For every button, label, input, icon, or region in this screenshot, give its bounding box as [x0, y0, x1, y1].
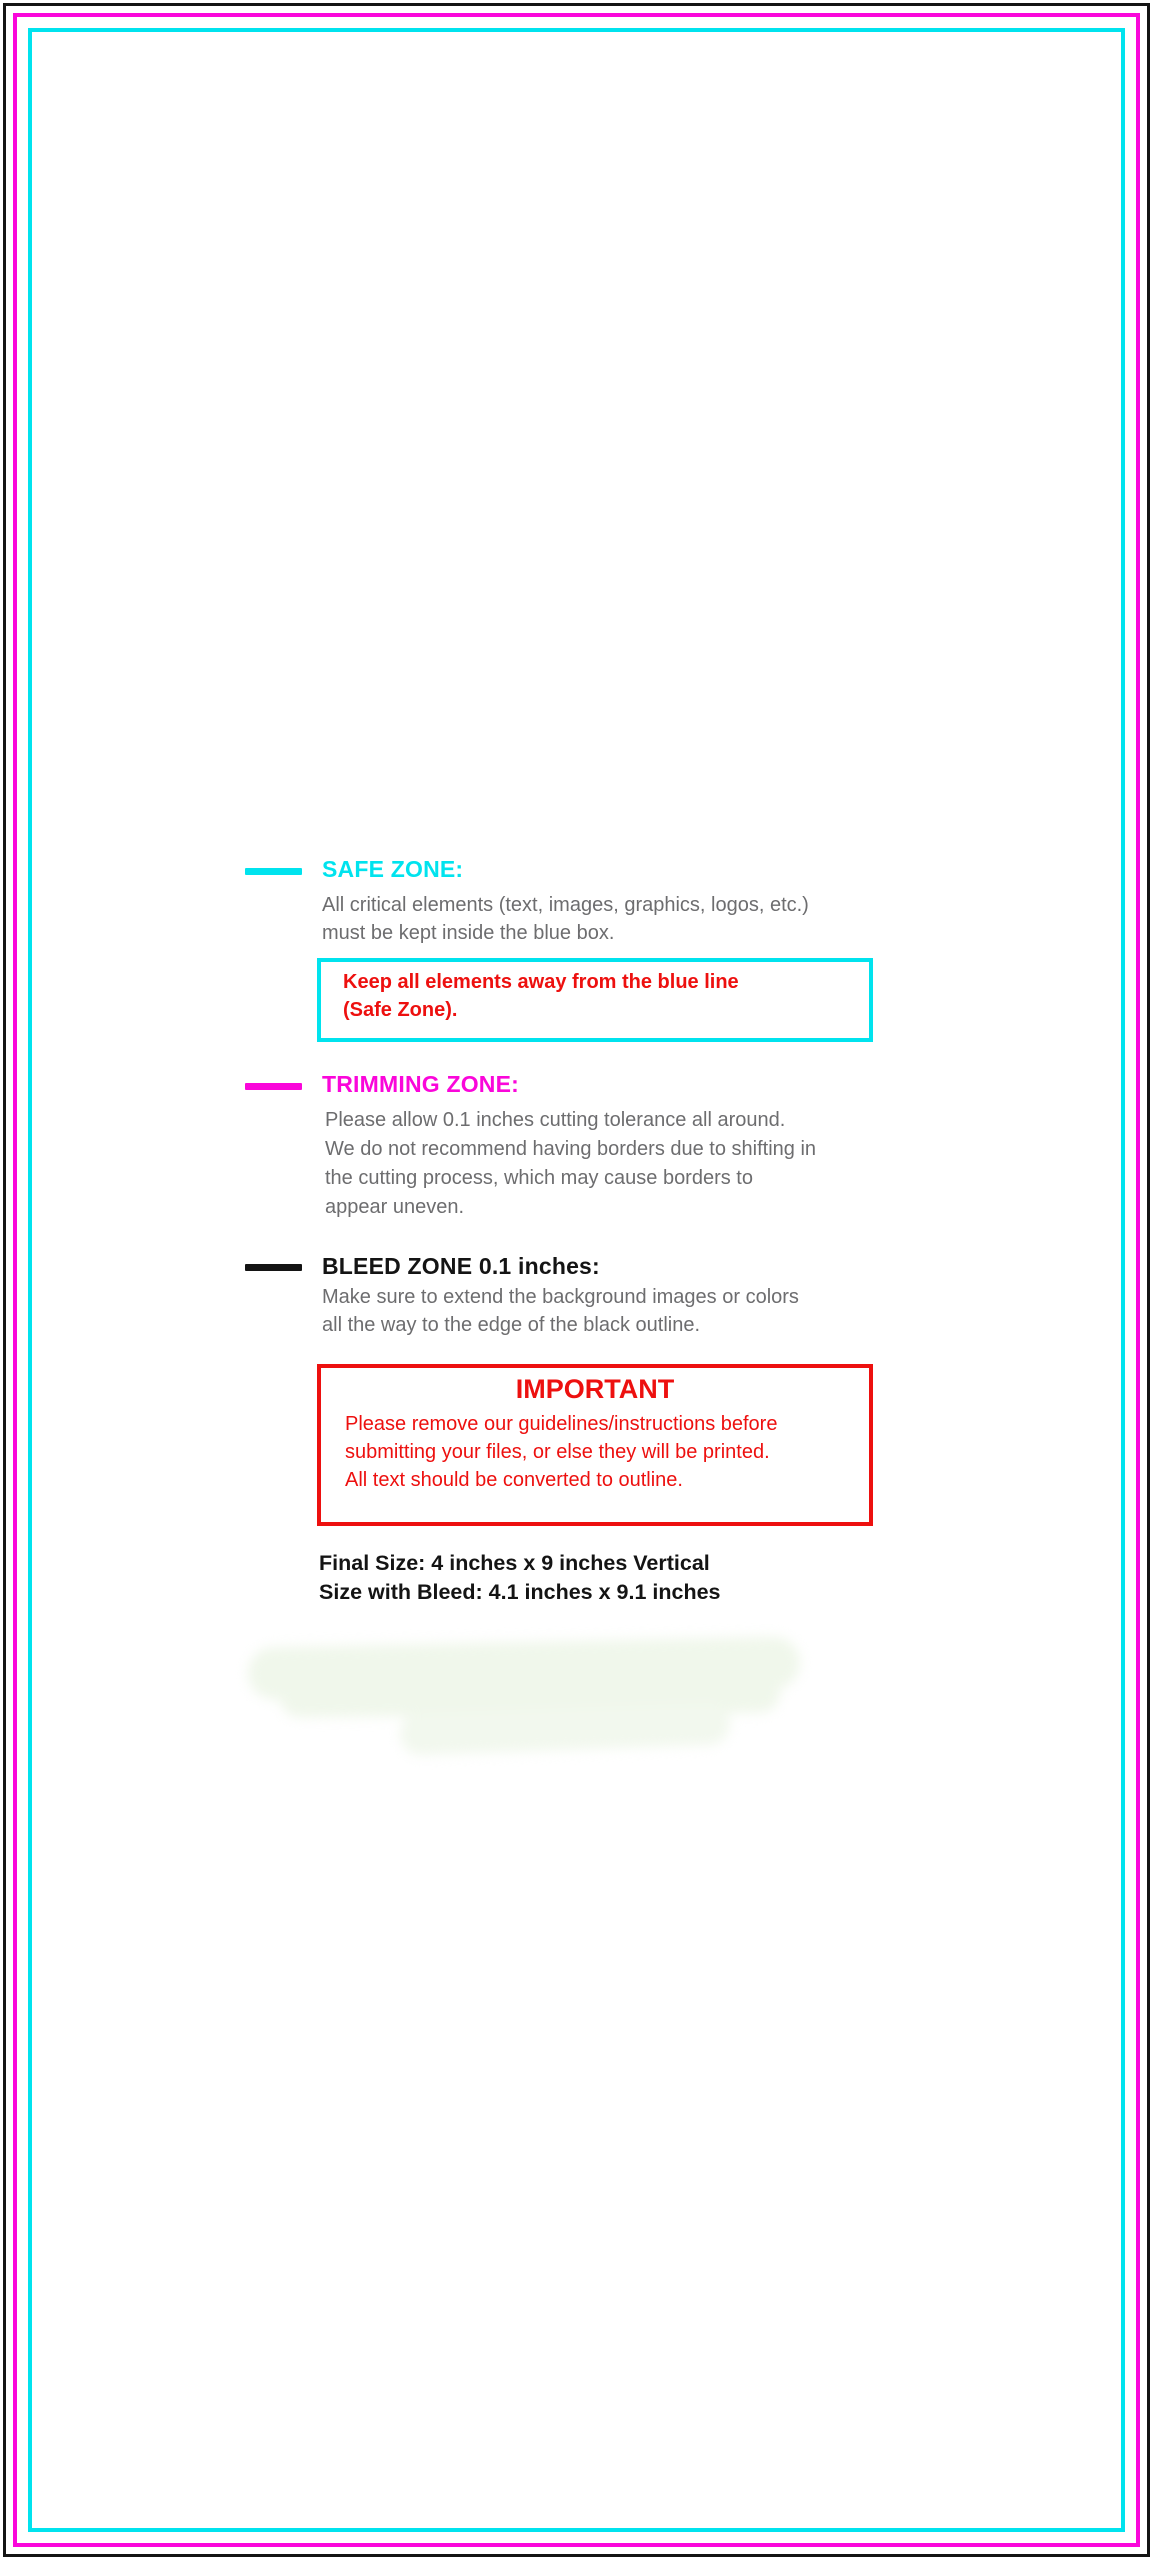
important-note-box — [317, 1364, 873, 1526]
safe-zone-legend-dash — [245, 868, 302, 875]
safe-zone-note-box — [317, 958, 873, 1042]
safe-zone-description — [322, 891, 809, 947]
trimming-zone-description-line: appear uneven. — [325, 1196, 465, 1218]
trimming-zone-border — [13, 13, 1140, 2547]
final-size-line: Size with Bleed: 4.1 inches x 9.1 inches — [319, 1579, 721, 1604]
bleed-zone-border — [3, 3, 1150, 2557]
trimming-zone-heading: TRIMMING ZONE: — [322, 1071, 519, 1097]
trimming-zone-description-line: Please allow 0.1 inches cutting tolerance all around. — [325, 1109, 786, 1131]
safe-zone-note-line: Keep all elements away from the blue line — [343, 971, 739, 993]
safe-zone-note-line: (Safe Zone). — [343, 999, 458, 1021]
final-size-text — [319, 1549, 721, 1606]
important-body-line: All text should be converted to outline. — [345, 1469, 683, 1491]
final-size-line: Final Size: 4 inches x 9 inches Vertical — [319, 1551, 710, 1575]
important-body-line: submitting your files, or else they will be printed. — [345, 1441, 770, 1463]
trimming-zone-legend-dash — [245, 1083, 302, 1090]
trimming-zone-description — [325, 1106, 816, 1222]
important-body — [321, 1410, 869, 1494]
trimming-zone-description-line: We do not recommend having borders due to shifting in — [325, 1138, 817, 1160]
bleed-zone-heading: BLEED ZONE 0.1 inches: — [322, 1253, 600, 1279]
important-body-line: Please remove our guidelines/instructions before — [345, 1413, 778, 1435]
trimming-zone-description-line: the cutting process, which may cause borders to — [325, 1167, 753, 1189]
bleed-zone-description-line: Make sure to extend the background images or colors — [322, 1286, 799, 1308]
erased-watermark-blob — [220, 1620, 860, 1790]
important-heading: IMPORTANT — [515, 1374, 675, 1404]
bleed-zone-legend-dash — [245, 1264, 302, 1271]
safe-zone-description-line: All critical elements (text, images, graphics, logos, etc.) — [322, 894, 809, 916]
bleed-zone-description — [322, 1283, 799, 1339]
bleed-zone-description-line: all the way to the edge of the black outline. — [322, 1314, 701, 1336]
safe-zone-border — [28, 28, 1125, 2532]
safe-zone-description-line: must be kept inside the blue box. — [322, 922, 615, 944]
safe-zone-heading: SAFE ZONE: — [322, 856, 464, 882]
